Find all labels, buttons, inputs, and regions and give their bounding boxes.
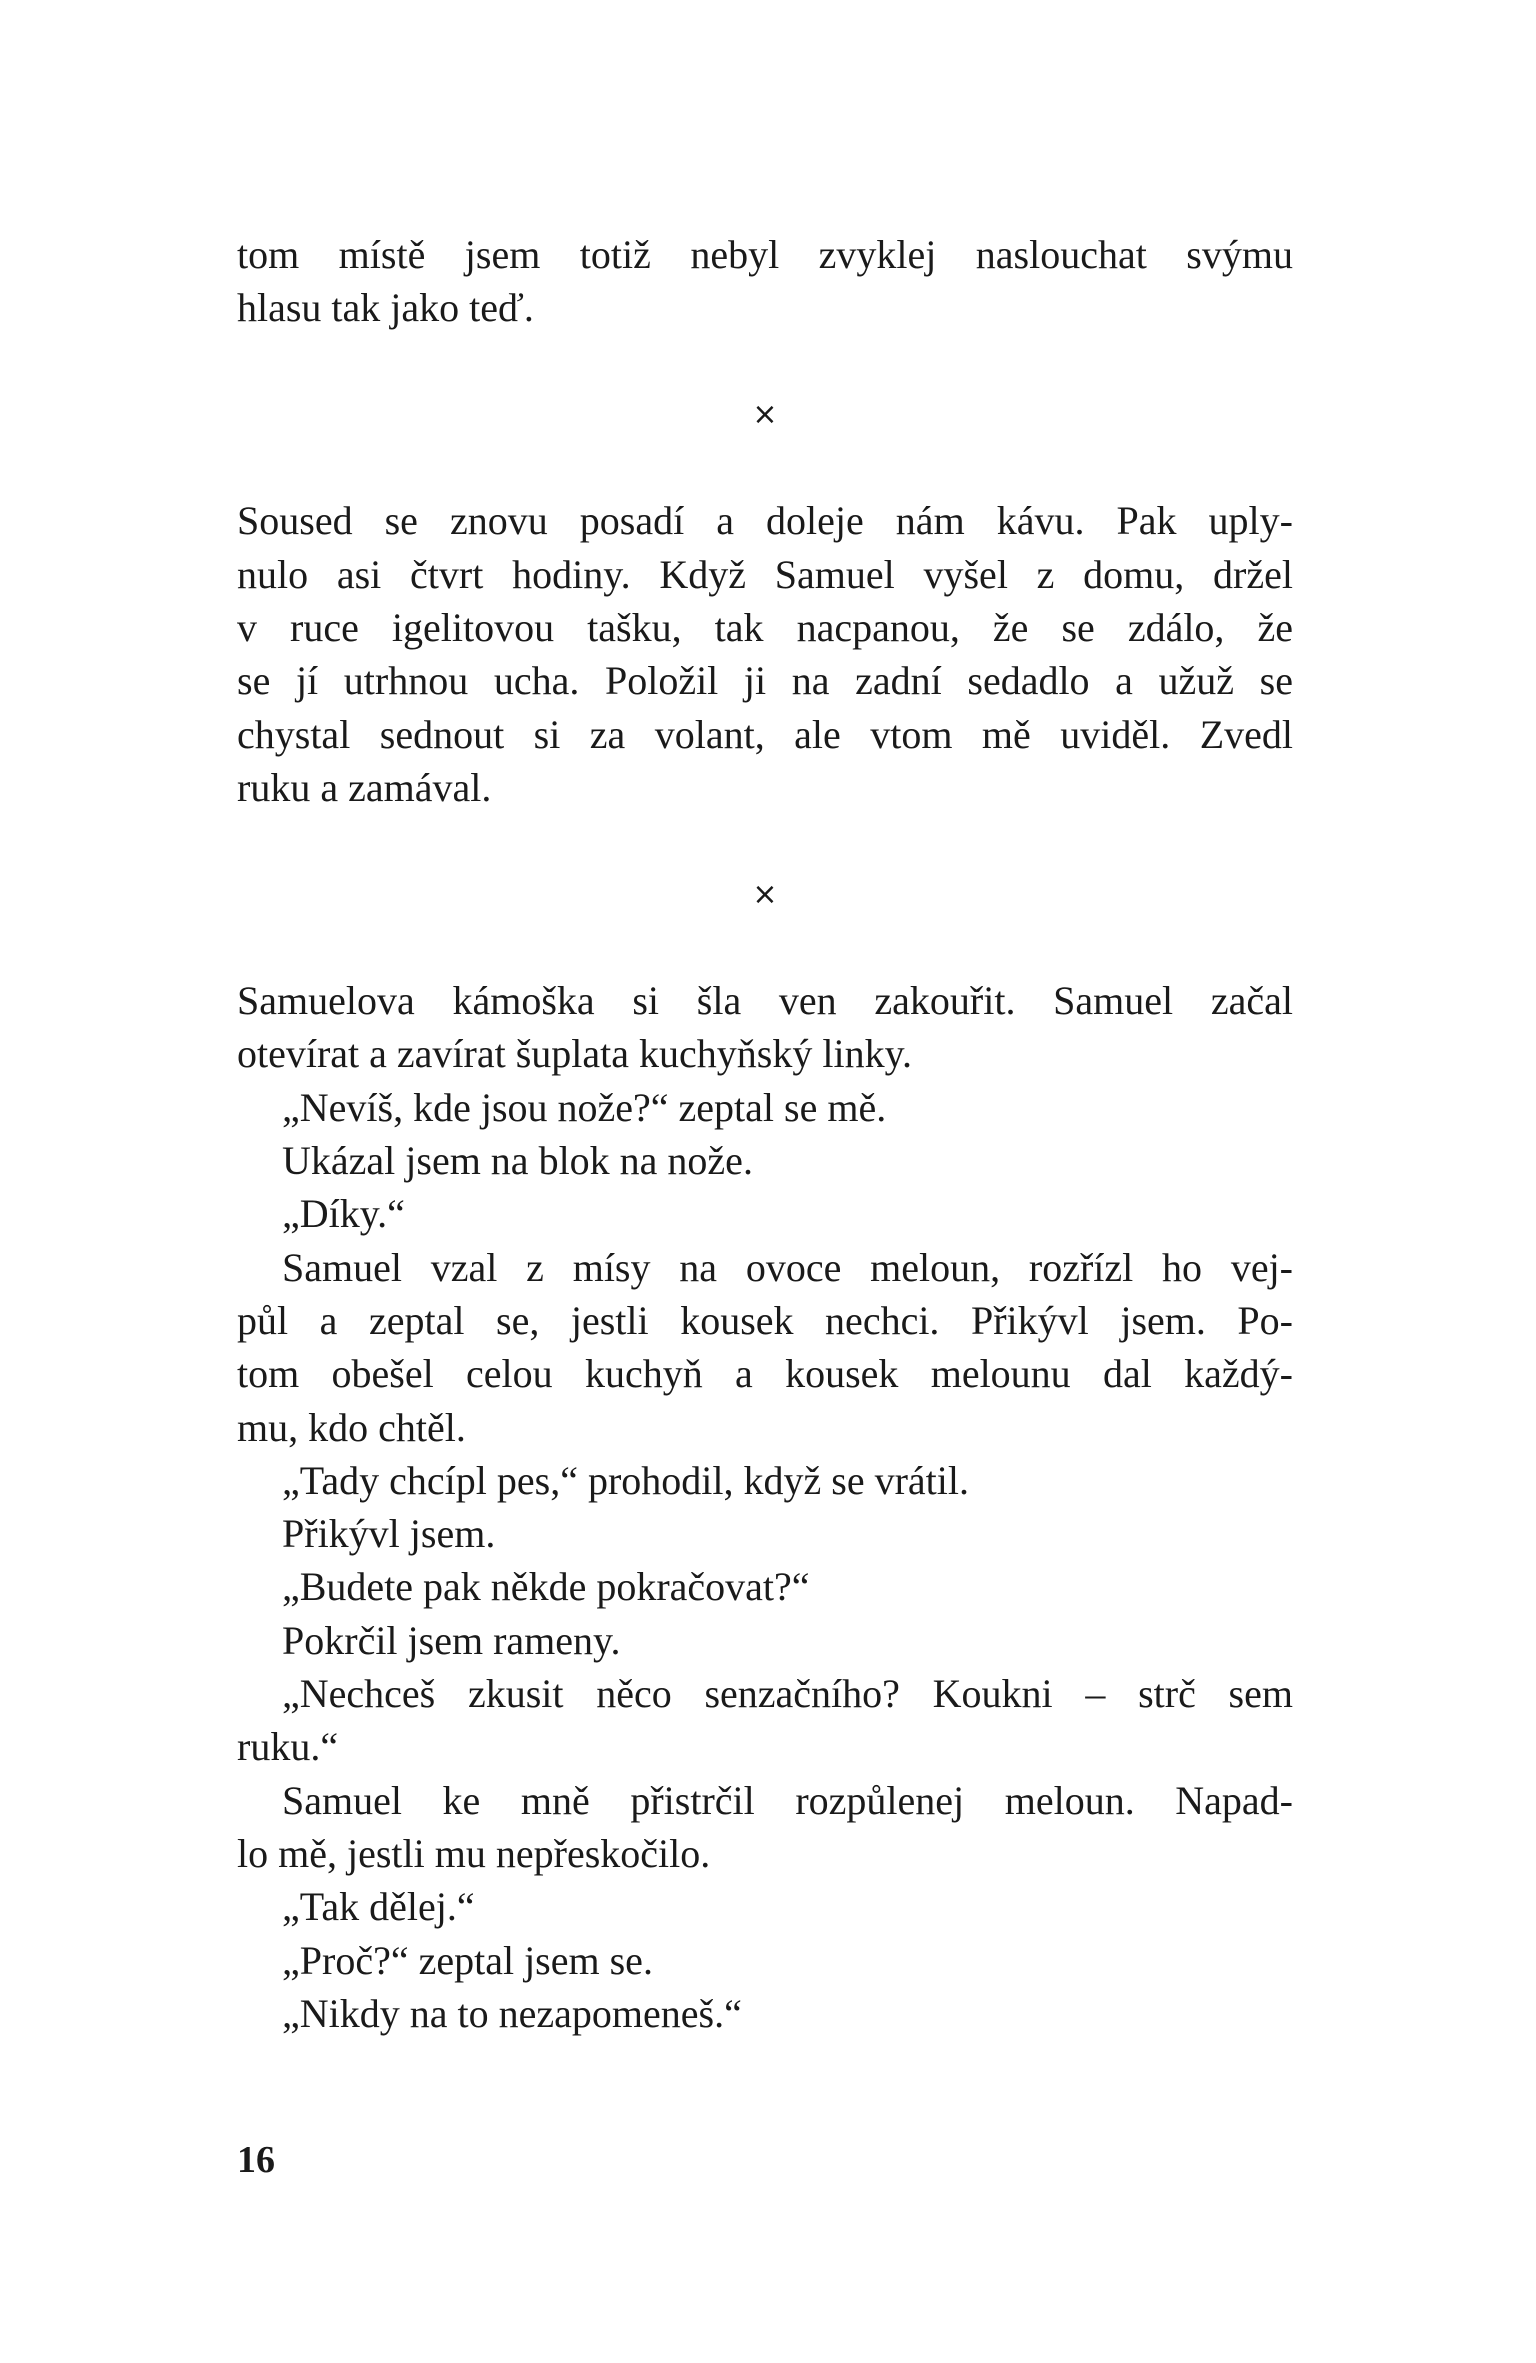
text-line: půl a zeptal se, jestli kousek nechci. Přikývl jsem. Po- bbox=[237, 1297, 1293, 1343]
text-line: chystal sednout si za volant, ale vtom mě uviděl. Zvedl bbox=[237, 711, 1293, 757]
text-line: Samuelova kámoška si šla ven zakouřit. Samuel začal bbox=[237, 978, 1293, 1024]
text-line: lo mě, jestli mu nepřeskočilo. bbox=[237, 1830, 711, 1876]
text-line: Přikývl jsem. bbox=[282, 1511, 496, 1557]
text-line: nulo asi čtvrt hodiny. Když Samuel vyšel z domu, držel bbox=[237, 551, 1293, 597]
text-line: „Proč?“ zeptal jsem se. bbox=[282, 1937, 653, 1983]
spacer bbox=[237, 441, 1293, 494]
text-line: Samuel vzal z mísy na ovoce meloun, rozřízl ho vej- bbox=[282, 1244, 1293, 1290]
text-line: otevírat a zavírat šuplata kuchyňský linky. bbox=[237, 1031, 912, 1077]
text-line: Soused se znovu posadí a doleje nám kávu. Pak uply- bbox=[237, 498, 1293, 544]
text-line: tom obešel celou kuchyň a kousek melounu dal každý- bbox=[237, 1351, 1293, 1397]
text-line: mu, kdo chtěl. bbox=[237, 1404, 466, 1450]
text-line: Ukázal jsem na blok na nože. bbox=[282, 1138, 753, 1184]
page-number: 16 bbox=[237, 2139, 275, 2181]
text-line: „Tady chcípl pes,“ prohodil, když se vrátil. bbox=[282, 1457, 969, 1503]
spacer bbox=[237, 335, 1293, 388]
page-text-block bbox=[237, 228, 1293, 2040]
text-line: Samuel ke mně přistrčil rozpůlenej meloun. Napad- bbox=[282, 1777, 1293, 1823]
text-line: „Nevíš, kde jsou nože?“ zeptal se mě. bbox=[282, 1084, 887, 1130]
section-separator: × bbox=[752, 876, 778, 912]
text-line: „Díky.“ bbox=[282, 1191, 405, 1237]
text-line: „Budete pak někde pokračovat?“ bbox=[282, 1564, 810, 1610]
text-line: „Tak dělej.“ bbox=[282, 1884, 475, 1930]
text-line: hlasu tak jako teď. bbox=[237, 285, 534, 331]
text-line: tom místě jsem totiž nebyl zvyklej naslouchat svýmu bbox=[237, 232, 1293, 277]
text-line: se jí utrhnou ucha. Položil ji na zadní sedadlo a užuž se bbox=[237, 658, 1293, 704]
text-line: ruku.“ bbox=[237, 1724, 339, 1770]
text-line: Pokrčil jsem rameny. bbox=[282, 1617, 621, 1663]
section-separator: × bbox=[752, 396, 778, 432]
text-line: ruku a zamával. bbox=[237, 764, 492, 810]
text-line: „Nikdy na to nezapomeneš.“ bbox=[282, 1990, 742, 2036]
text-line: „Nechceš zkusit něco senzačního? Koukni – strč sem bbox=[282, 1671, 1293, 1717]
text-line: v ruce igelitovou tašku, tak nacpanou, že se zdálo, že bbox=[237, 605, 1293, 651]
spacer bbox=[237, 814, 1293, 867]
spacer bbox=[237, 921, 1293, 974]
